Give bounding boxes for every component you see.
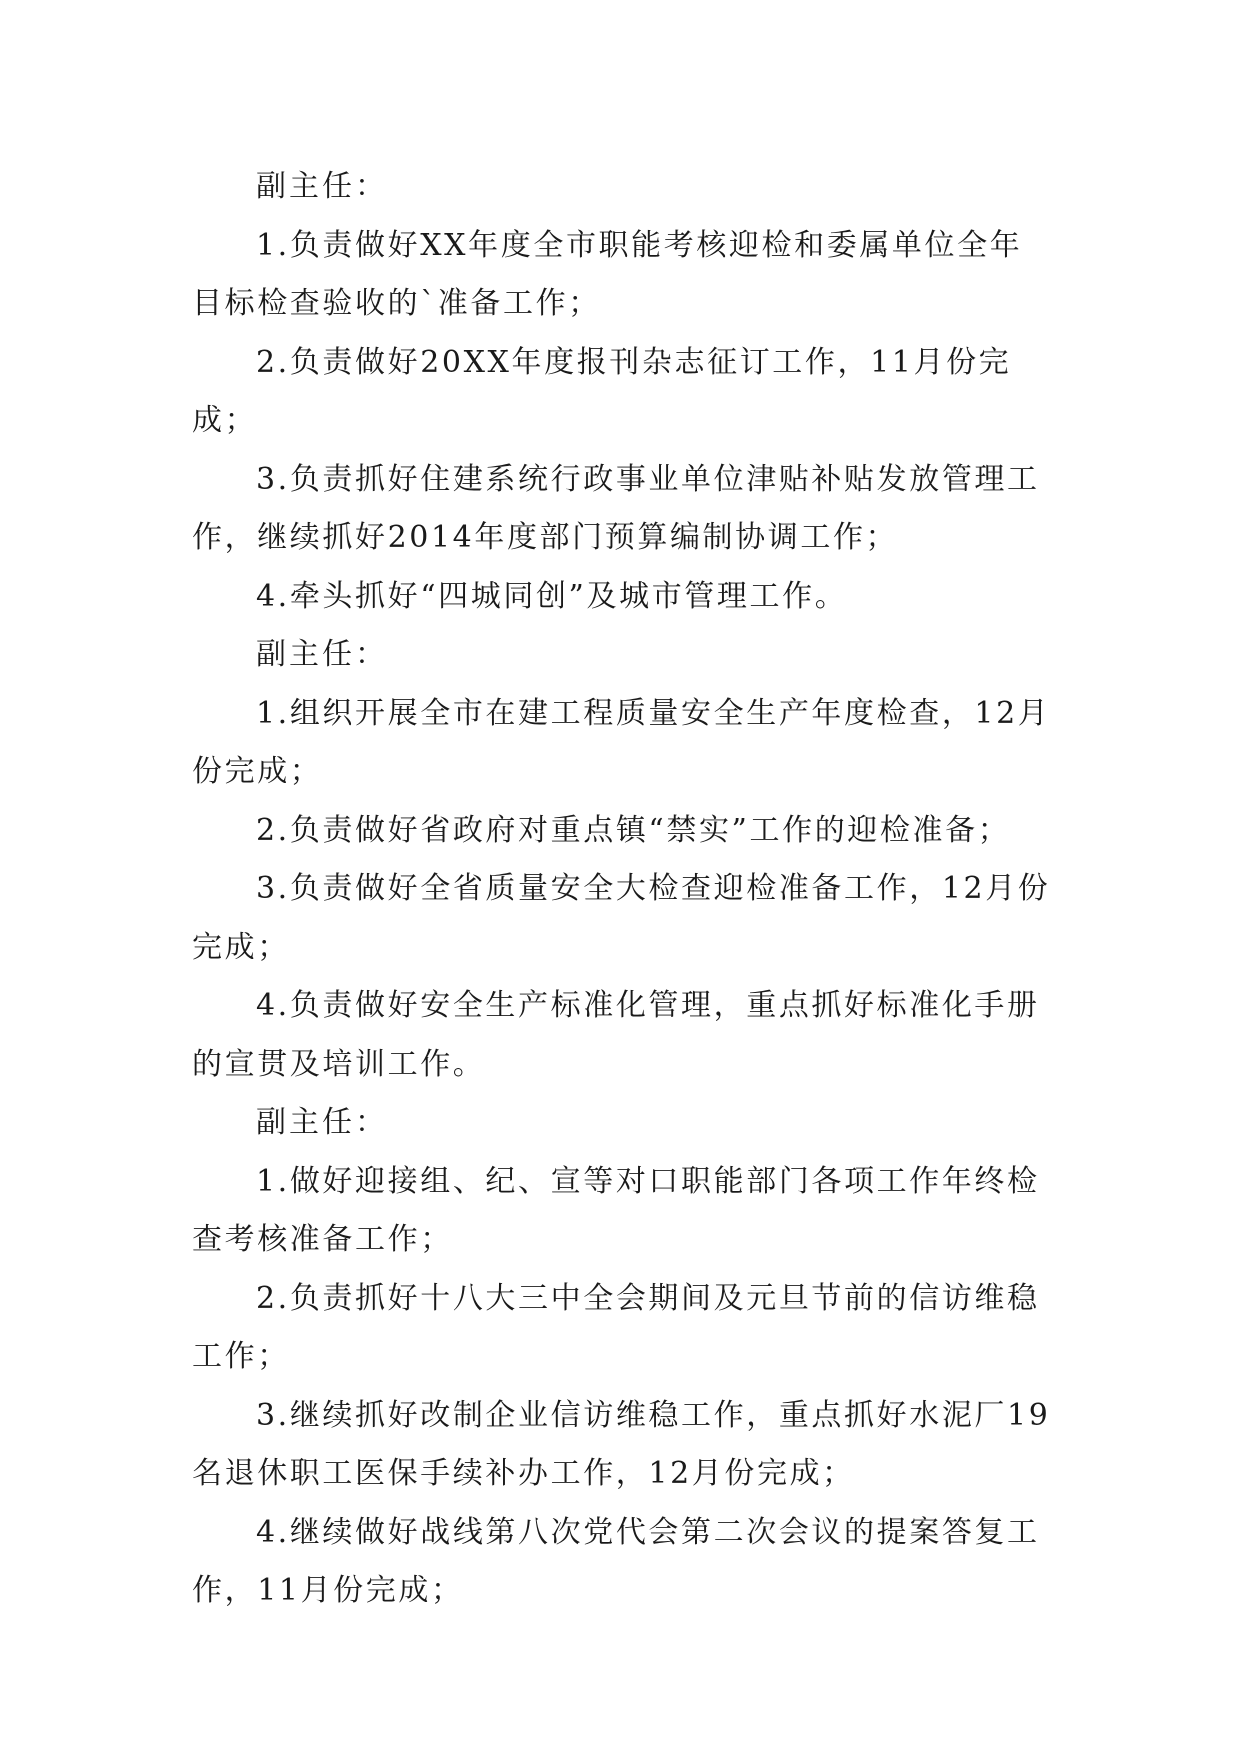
section-3-item-1: 1.做好迎接组、纪、宣等对口职能部门各项工作年终检查考核准备工作； [192,1163,1040,1257]
section-2-item-1: 1.组织开展全市在建工程质量安全生产年度检查，12月份完成； [192,695,1051,789]
section-2-item-4: 4.负责做好安全生产标准化管理，重点抓好标准化手册的宣贯及培训工作。 [192,988,1040,1082]
section-2-item-2: 2.负责做好省政府对重点镇“禁实”工作的迎检准备； [256,812,1011,848]
document-body [192,158,1052,1621]
section-heading-3: 副主任： [256,1105,388,1140]
section-1-item-3: 3.负责抓好住建系统行政事业单位津贴补贴发放管理工作，继续抓好2014年度部门预算编制协调工作； [192,461,1040,555]
section-1-item-4: 4.牵头抓好“四城同创”及城市管理工作。 [256,578,848,614]
section-1-item-2: 2.负责做好20XX年度报刊杂志征订工作，11月份完成； [192,344,1012,438]
section-3-item-3: 3.继续抓好改制企业信访维稳工作，重点抓好水泥厂19名退休职工医保手续补办工作，12月份完成； [192,1397,1051,1491]
section-3-item-4: 4.继续做好战线第八次党代会第二次会议的提案答复工作，11月份完成； [192,1514,1040,1608]
section-1-item-1: 1.负责做好XX年度全市职能考核迎检和委属单位全年目标检查验收的`准备工作； [192,227,1023,321]
section-2-item-3: 3.负责做好全省质量安全大检查迎检准备工作，12月份完成； [192,871,1051,965]
section-3-item-2: 2.负责抓好十八大三中全会期间及元旦节前的信访维稳工作； [192,1280,1040,1374]
section-heading-1: 副主任： [256,169,388,204]
section-heading-2: 副主任： [256,637,388,672]
